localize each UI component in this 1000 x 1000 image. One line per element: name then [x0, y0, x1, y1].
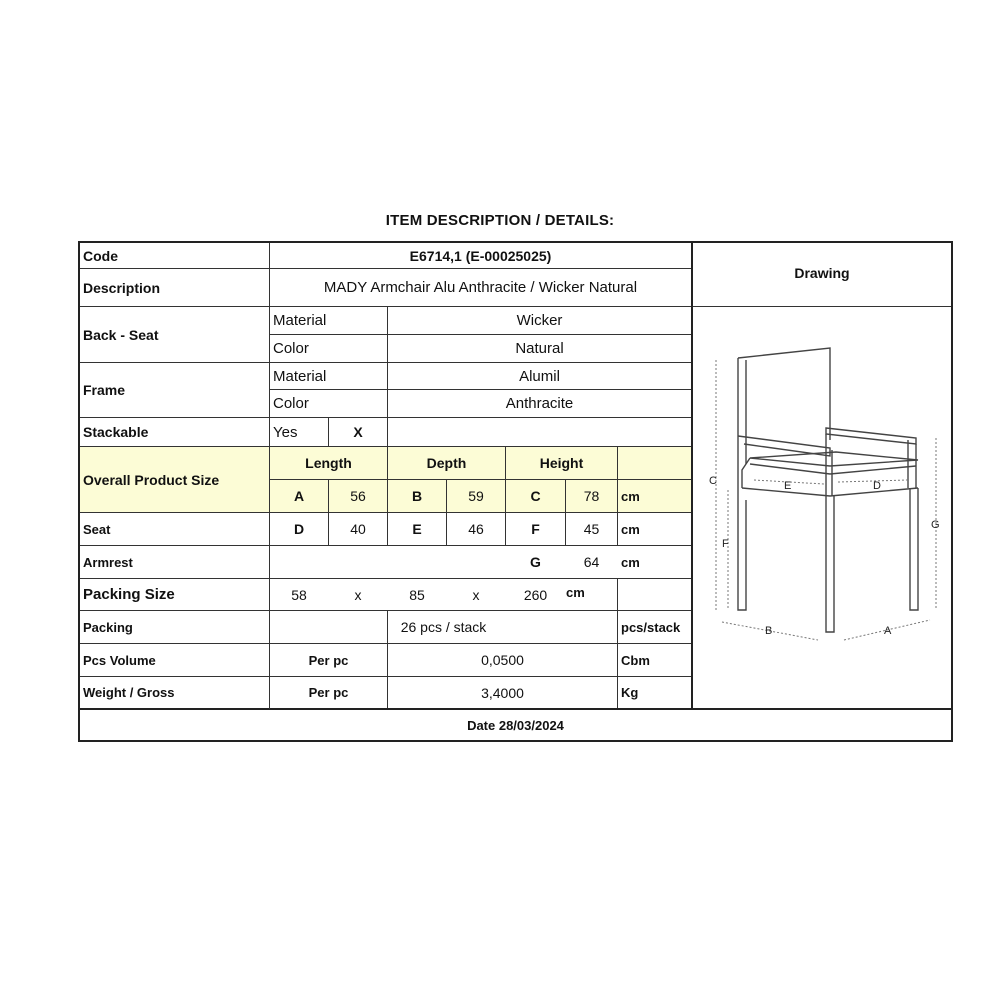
diagram-letter-d: D: [873, 480, 881, 492]
chair-drawing: [698, 340, 948, 650]
dim-g-letter: G: [530, 554, 541, 570]
packing-value: 26 pcs / stack: [400, 619, 487, 635]
page-title: ITEM DESCRIPTION / DETAILS:: [385, 212, 615, 229]
description-label: Description: [83, 279, 161, 296]
dim-e-letter: E: [412, 521, 422, 537]
weight-per: Per pc: [308, 685, 349, 700]
overall-size-label: Overall Product Size: [83, 471, 220, 488]
code-value: E6714,1 (E-00025025): [409, 247, 552, 264]
stackable-mark: X: [353, 424, 363, 440]
weight-unit: Kg: [621, 685, 639, 700]
diagram-letter-f: F: [722, 538, 729, 550]
code-label: Code: [83, 247, 118, 264]
stackable-label: Stackable: [83, 424, 149, 440]
back-seat-color-value: Natural: [515, 340, 564, 357]
length-header: Length: [305, 455, 352, 471]
packing-size-label: Packing Size: [83, 586, 175, 603]
diagram-letter-c: C: [709, 475, 717, 487]
frame-material-value: Alumil: [519, 367, 560, 385]
dim-d-letter: D: [293, 521, 305, 537]
volume-unit: Cbm: [621, 652, 650, 668]
weight-label: Weight / Gross: [83, 685, 175, 700]
packing-size-height: 260: [523, 586, 548, 603]
depth-header: Depth: [426, 455, 467, 471]
back-seat-color-label: Color: [273, 340, 309, 357]
dim-f-letter: F: [531, 521, 540, 537]
date: Date 28/03/2024: [467, 717, 564, 733]
diagram-letter-e: E: [784, 480, 792, 492]
drawing-label: Drawing: [794, 265, 850, 281]
dim-g-value: 64: [583, 554, 600, 570]
diagram-letter-b: B: [765, 625, 773, 637]
dim-e-value: 46: [468, 521, 484, 537]
dim-a-letter: A: [293, 488, 305, 504]
frame-label: Frame: [83, 382, 126, 398]
packing-size-length: 58: [291, 586, 307, 603]
packing-size-x2: x: [472, 586, 480, 603]
packing-size-width: 85: [409, 586, 425, 603]
stackable-value: Yes: [273, 423, 298, 441]
dim-c-value: 78: [583, 488, 600, 504]
description-value: MADY Armchair Alu Anthracite / Wicker Natural: [323, 279, 638, 296]
armrest-unit: cm: [621, 554, 640, 570]
packing-size-unit: cm: [566, 585, 585, 600]
diagram-letter-g: G: [931, 519, 940, 531]
seat-label: Seat: [83, 521, 111, 537]
dim-b-value: 59: [468, 488, 484, 504]
seat-unit: cm: [621, 521, 640, 537]
dim-a-value: 56: [350, 488, 366, 504]
dim-c-letter: C: [530, 488, 541, 504]
volume-per: Per pc: [308, 652, 349, 668]
armrest-label: Armrest: [83, 554, 133, 570]
packing-unit: pcs/stack: [621, 619, 681, 635]
weight-value: 3,4000: [481, 684, 524, 701]
overall-unit: cm: [621, 488, 640, 504]
diagram-letter-a: A: [884, 625, 892, 637]
volume-label: Pcs Volume: [83, 652, 156, 668]
frame-color-value: Anthracite: [505, 395, 574, 412]
back-seat-material-label: Material: [273, 312, 327, 329]
packing-label: Packing: [83, 619, 133, 635]
frame-color-label: Color: [273, 395, 309, 412]
back-seat-material-value: Wicker: [516, 312, 563, 329]
dim-d-value: 40: [350, 521, 366, 537]
volume-value: 0,0500: [481, 652, 524, 668]
frame-material-label: Material: [273, 367, 327, 385]
dim-b-letter: B: [411, 488, 423, 504]
dim-f-value: 45: [583, 521, 600, 537]
packing-size-x1: x: [354, 586, 362, 603]
height-header: Height: [539, 455, 584, 471]
back-seat-label: Back - Seat: [83, 326, 159, 343]
